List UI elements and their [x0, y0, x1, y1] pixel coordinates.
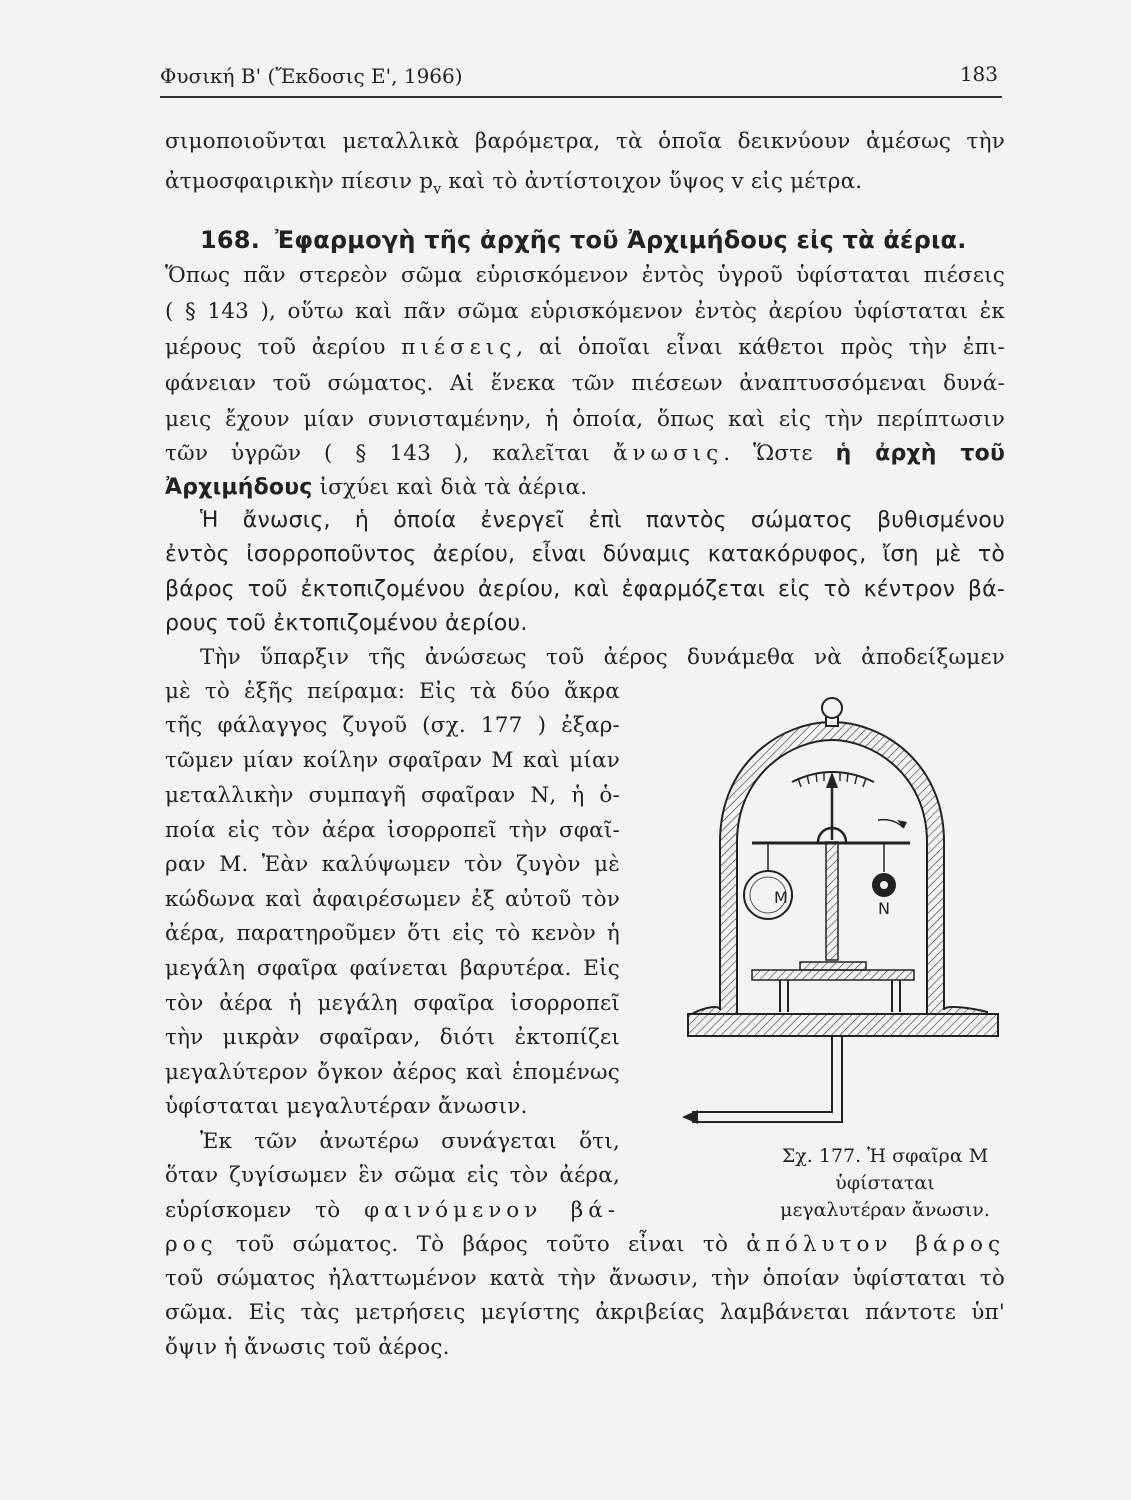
- text-line: μεγάλη σφαῖρα φαίνεται βαρυτέρα. Εἰς: [165, 956, 620, 981]
- text-line: κώδωνα καὶ ἀφαιρέσωμεν ἐξ αὐτοῦ τὸν: [165, 887, 620, 912]
- text-span: τῶν ὑγρῶν ( § 143 ), καλεῖται: [165, 441, 613, 466]
- outlet-tube: [692, 1036, 832, 1112]
- text-line: τὸν ἀέρα ἡ μεγάλη σφαῖρα ἰσορροπεῖ: [165, 991, 620, 1016]
- figure-177: [682, 692, 1012, 1152]
- page-number: 183: [959, 62, 998, 86]
- emphasis-spaced: ἀπόλυτον βάρος: [746, 1232, 1005, 1257]
- text-span: . Ὥστε: [723, 441, 836, 466]
- text-span: τοῦ σώματος. Τὸ βάρος τοῦτο εἶναι τὸ: [217, 1232, 747, 1257]
- section-heading: [200, 226, 967, 256]
- text-line: [165, 168, 862, 203]
- emphasis-bold: ἡ ἀρχὴ τοῦ: [835, 441, 1005, 466]
- text-line: ὑφίσταται μεγαλυτέραν ἄνωσιν.: [165, 1094, 528, 1119]
- text-line: [165, 1231, 1005, 1259]
- figure-caption: [740, 1143, 1030, 1224]
- platform-top: [800, 962, 866, 970]
- emphasis-spaced: ρος: [165, 1232, 218, 1257]
- emphasis-bold: Ἀρχιμήδους: [165, 475, 313, 500]
- caption-line: Σχ. 177. Ἡ σφαῖρα Μ ὑφίσταται: [781, 1145, 989, 1194]
- text-line: βάρος τοῦ ἐκτοπιζομένου ἀερίου, καὶ ἐφαρμόζεται εἰς τὸ κέντρον βά-: [165, 577, 1005, 602]
- text-span: ἰσχύει καὶ διὰ τὰ ἀέρια.: [312, 475, 588, 500]
- emphasis-spaced: ἄνωσις: [612, 441, 724, 466]
- text-line: ἐντὸς ἰσορροποῦντος ἀερίου, εἶναι δύναμις κατακόρυφος, ἴση μὲ τὸ: [165, 542, 1005, 567]
- bell-jar-diagram: [682, 692, 1012, 1152]
- text-span: εὑρίσκομεν τὸ: [165, 1198, 365, 1223]
- text-line: Ἡ ἄνωσις, ἡ ὁποία ἐνεργεῖ ἐπὶ παντὸς σώματος βυθισμένου: [200, 508, 1005, 533]
- text-span: καὶ τὸ ἀντίστοιχον ὕψος v εἰς μέτρα.: [441, 169, 863, 194]
- text-line: τοῦ σώματος ἠλαττωμένον κατὰ τὴν ἄνωσιν, τὴν ὁποίαν ὑφίσταται τὸ: [165, 1266, 1005, 1291]
- label-N: N: [878, 899, 890, 918]
- text-line: φάνειαν τοῦ σώματος. Αἱ ἕνεκα τῶν πιέσεων ἀναπτυσσόμεναι δυνά-: [165, 371, 1005, 396]
- text-span: , αἱ ὁποῖαι εἶναι κάθετοι πρὸς τὴν ἐπι-: [516, 335, 1005, 360]
- text-line: [165, 334, 1005, 362]
- text-subscript: v: [433, 181, 442, 198]
- outlet-arrow-icon: [682, 1110, 698, 1124]
- text-line: τῆς φάλαγγος ζυγοῦ (σχ. 177 ) ἐξαρ-: [165, 713, 620, 738]
- text-line: ραν Μ. Ἐὰν καλύψωμεν τὸν ζυγὸν μὲ: [165, 852, 620, 877]
- text-line: τὴν μικρὰν σφαῖραν, διότι ἐκτοπίζει: [165, 1025, 620, 1050]
- base-plate: [688, 1014, 998, 1036]
- text-line: ποία εἰς τὸν ἀέρα ἰσορροπεῖ τὴν σφαῖ-: [165, 818, 620, 843]
- text-line: μεγαλύτερον ὄγκον ἀέρος καὶ ἑπομένως: [165, 1060, 620, 1085]
- balance-column: [826, 842, 838, 960]
- running-header: [160, 62, 1002, 98]
- section-number: 168.: [200, 226, 261, 254]
- text-line: ( § 143 ), οὕτω καὶ πᾶν σῶμα εὑρισκόμενον ἐντὸς ἀερίου ὑφίσταται ἐκ: [165, 299, 1005, 324]
- section-title: Ἐφαρμογὴ τῆς ἀρχῆς τοῦ Ἀρχιμήδους εἰς τὰ ἀέρια.: [275, 226, 967, 254]
- text-span: ἀτμοσφαιρικὴν πίεσιν p: [165, 169, 434, 194]
- emphasis-spaced: πιέσεις: [401, 335, 517, 360]
- platform: [752, 970, 914, 980]
- text-line: Τὴν ὕπαρξιν τῆς ἀνώσεως τοῦ ἀέρος δυνάμεθα νὰ ἀποδείξωμεν: [200, 645, 1005, 670]
- text-line: μεις ἔχουν μίαν συνισταμένην, ἡ ὁποία, ὅπως καὶ εἰς τὴν περίπτωσιν: [165, 407, 1005, 432]
- caption-line: μεγαλυτέραν ἄνωσιν.: [780, 1199, 990, 1221]
- label-M: M: [774, 888, 788, 907]
- text-line: ἀέρα, παρατηροῦμεν ὅτι εἰς τὸ κενὸν ἡ: [165, 921, 620, 946]
- running-title: Φυσική Β' (Ἔκδοσις Ε', 1966): [160, 64, 463, 88]
- text-line: [165, 474, 587, 502]
- text-line: ὄψιν ἡ ἄνωσις τοῦ ἀέρος.: [165, 1335, 450, 1360]
- knob-icon: [822, 698, 842, 718]
- text-line: ὅταν ζυγίσωμεν ἓν σῶμα εἰς τὸν ἀέρα,: [165, 1163, 620, 1188]
- text-line: τῶμεν μίαν κοίλην σφαῖραν Μ καὶ μίαν: [165, 748, 620, 773]
- text-line: σιμοποιοῦνται μεταλλικὰ βαρόμετρα, τὰ ὁποῖα δεικνύουν ἀμέσως τὴν: [165, 129, 1005, 154]
- text-line: Ὅπως πᾶν στερεὸν σῶμα εὑρισκόμενον ἐντὸς ὑγροῦ ὑφίσταται πιέσεις: [165, 263, 1005, 288]
- text-line: ρους τοῦ ἐκτοπιζομένου ἀερίου.: [165, 611, 528, 636]
- text-line: μεταλλικὴν συμπαγῆ σφαῖραν Ν, ἡ ὁ-: [165, 783, 620, 808]
- text-line: Ἐκ τῶν ἀνωτέρω συνάγεται ὅτι,: [200, 1129, 620, 1154]
- emphasis-spaced: φαινόμενον βά-: [364, 1198, 621, 1223]
- text-span: μέρους τοῦ ἀερίου: [165, 335, 402, 360]
- text-line: σῶμα. Εἰς τὰς μετρήσεις μεγίστης ἀκριβείας λαμβάνεται πάντοτε ὑπ': [165, 1300, 1005, 1325]
- text-line: [165, 440, 1005, 468]
- text-line: [165, 1197, 620, 1225]
- text-line: μὲ τὸ ἑξῆς πείραμα: Εἰς τὰ δύο ἄκρα: [165, 679, 620, 704]
